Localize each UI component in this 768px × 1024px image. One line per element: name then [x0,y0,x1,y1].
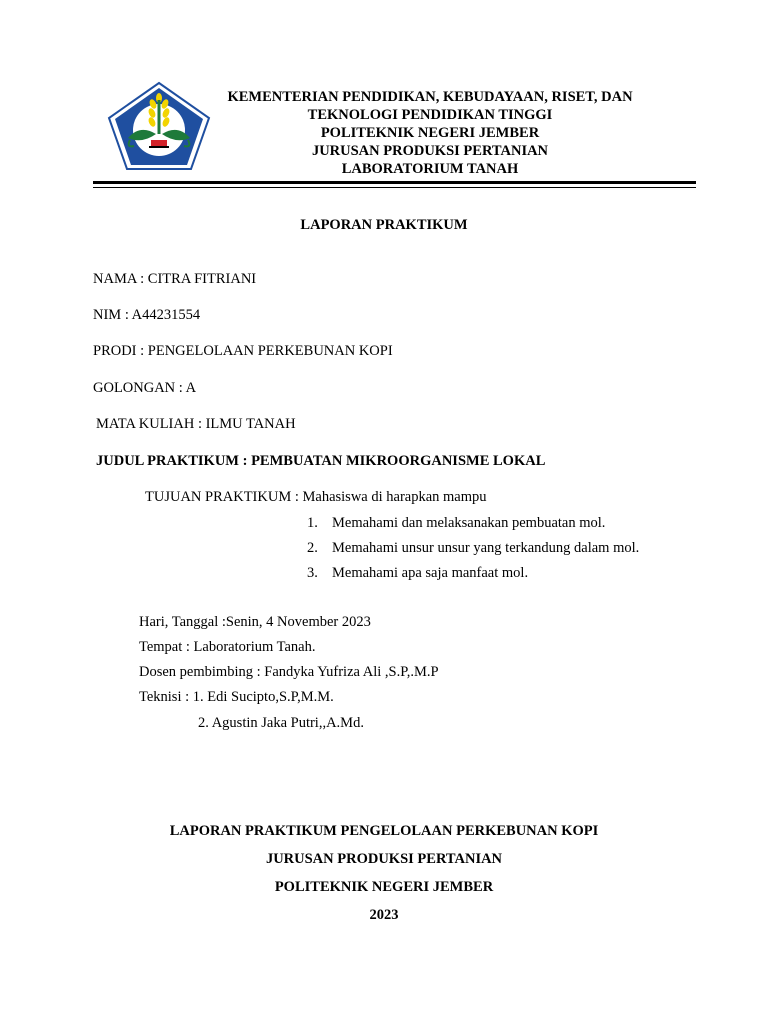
letterhead-line-5: LABORATORIUM TANAH [341,161,519,177]
list-item-text: Memahami unsur unsur yang terkandung dalam mol. [332,540,640,556]
list-item [307,539,639,564]
letterhead [180,88,680,178]
field-prodi: PRODI : PENGELOLAAN PERKEBUNAN KOPI [93,343,393,359]
field-nama: NAMA : CITRA FITRIANI [93,271,257,287]
field-golongan: GOLONGAN : A [93,380,197,396]
list-item-number: 2. [307,540,318,556]
detail-teknisi-1: Teknisi : 1. Edi Sucipto,S.P,M.M. [139,689,334,705]
field-nim: NIM : A44231554 [93,307,201,323]
footer-line-2: JURUSAN PRODUKSI PERTANIAN [265,851,503,867]
list-item-number: 3. [307,565,318,581]
letterhead-line-1: KEMENTERIAN PENDIDIKAN, KEBUDAYAAN, RISET, DAN [227,89,633,105]
objectives-list [307,514,639,589]
detail-teknisi-2: 2. Agustin Jaka Putri,,A.Md. [198,715,364,731]
detail-hari-tanggal: Hari, Tanggal :Senin, 4 November 2023 [139,614,371,630]
footer-line-1: LAPORAN PRAKTIKUM PENGELOLAAN PERKEBUNAN KOPI [169,823,599,839]
list-item [307,514,639,539]
report-title: LAPORAN PRAKTIKUM [300,217,468,233]
list-item [307,564,639,589]
list-item-text: Memahami apa saja manfaat mol. [332,565,529,581]
letterhead-line-3: POLITEKNIK NEGERI JEMBER [320,125,540,141]
list-item-text: Memahami dan melaksanakan pembuatan mol. [332,515,606,531]
footer-year: 2023 [369,907,399,923]
letterhead-divider-thin [93,187,696,188]
objectives-intro: TUJUAN PRAKTIKUM : Mahasiswa di harapkan mampu [145,489,487,505]
letterhead-line-2: TEKNOLOGI PENDIDIKAN TINGGI [307,107,553,123]
footer-line-3: POLITEKNIK NEGERI JEMBER [274,879,494,895]
detail-dosen: Dosen pembimbing : Fandyka Yufriza Ali ,S.P,.M.P [139,664,439,680]
letterhead-divider-thick [93,181,696,184]
field-mata-kuliah: MATA KULIAH : ILMU TANAH [96,416,296,432]
report-footer [0,822,768,934]
field-judul-praktikum: JUDUL PRAKTIKUM : PEMBUATAN MIKROORGANISME LOKAL [96,453,546,469]
detail-tempat: Tempat : Laboratorium Tanah. [139,639,316,655]
letterhead-line-4: JURUSAN PRODUKSI PERTANIAN [311,143,549,159]
list-item-number: 1. [307,515,318,531]
